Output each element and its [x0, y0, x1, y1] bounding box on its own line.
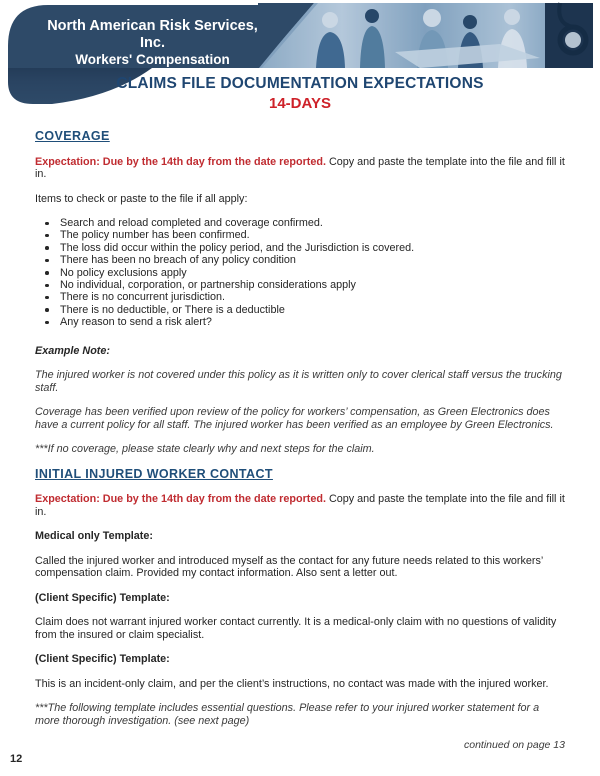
list-item: No policy exclusions apply	[60, 267, 565, 279]
title-days: 14-DAYS	[269, 94, 331, 112]
expectation-due-text: Expectation: Due by the 14th day from the date reported.	[35, 493, 326, 506]
expectation-due-text: Expectation: Due by the 14th day from the date reported.	[35, 155, 326, 168]
page-number: 12	[10, 753, 23, 765]
banner-title	[35, 18, 270, 68]
continued-notice: continued on page 13	[463, 739, 565, 752]
template-body: Claim does not warrant injured worker contact currently. It is a medical-only claim with no questions of validity from the insured or claim specialist.	[35, 616, 557, 641]
template-label: (Client Specific) Template:	[35, 591, 170, 604]
template-label: Medical only Template:	[35, 530, 153, 543]
coverage-heading: COVERAGE	[35, 129, 110, 143]
list-item: The loss did occur within the policy period, and the Jurisdiction is covered.	[60, 242, 565, 254]
template-body: Called the injured worker and introduced myself as the contact for any future needs related to this workers’ compensation claim. Provided my contact information. Also sent a letter out.	[35, 554, 543, 580]
coverage-footnote: ***If no coverage, please state clearly why and next steps for the claim.	[35, 443, 375, 456]
company-name: North American Risk Services, Inc.	[47, 18, 258, 52]
list-item: Search and reload completed and coverage confirmed.	[60, 217, 565, 229]
list-item: No individual, corporation, or partnership considerations apply	[60, 279, 565, 291]
template-block	[35, 592, 565, 642]
coverage-checklist	[35, 217, 565, 329]
template-label: (Client Specific) Template:	[35, 653, 170, 666]
title-main: CLAIMS FILE DOCUMENTATION EXPECTATIONS	[116, 75, 484, 92]
document-body	[0, 130, 600, 764]
department-name: Workers' Compensation	[75, 52, 230, 68]
example-note-label: Example Note:	[35, 344, 110, 357]
initial-contact-heading: INITIAL INJURED WORKER CONTACT	[35, 466, 273, 481]
document-title	[0, 75, 600, 113]
template-block	[35, 653, 565, 690]
expectation-instruction: Copy and paste the template into the file and fill it in.	[35, 155, 565, 180]
list-item: There has been no breach of any policy condition	[60, 254, 565, 266]
initial-contact-footnote: ***The following template includes essential questions. Please refer to your injured worker statement for a more thorough investigation. (see next page)	[35, 702, 540, 727]
list-item: The policy number has been confirmed.	[60, 229, 565, 241]
expectation-instruction: Copy and paste the template into the file and fill it in.	[35, 493, 565, 518]
coverage-expectation	[35, 156, 565, 181]
initial-contact-expectation	[35, 493, 565, 518]
list-item: Any reason to send a risk alert?	[60, 316, 565, 328]
list-item: There is no concurrent jurisdiction.	[60, 291, 565, 303]
list-item: There is no deductible, or There is a deductible	[60, 304, 565, 316]
coverage-intro: Items to check or paste to the file if all apply:	[35, 192, 248, 205]
example-note-paragraph: Coverage has been verified upon review of the policy for workers’ compensation, as Green Electronics does have a current policy for all staff. The injured worker has been verified as an employee by Green Electronics.	[35, 406, 554, 431]
template-block	[35, 530, 565, 580]
example-note-paragraph: The injured worker is not covered under this policy as it is written only to cover clerical staff versus the trucking staff.	[35, 369, 562, 394]
template-body: This is an incident-only claim, and per the client’s instructions, no contact was made with the injured worker.	[35, 677, 549, 690]
